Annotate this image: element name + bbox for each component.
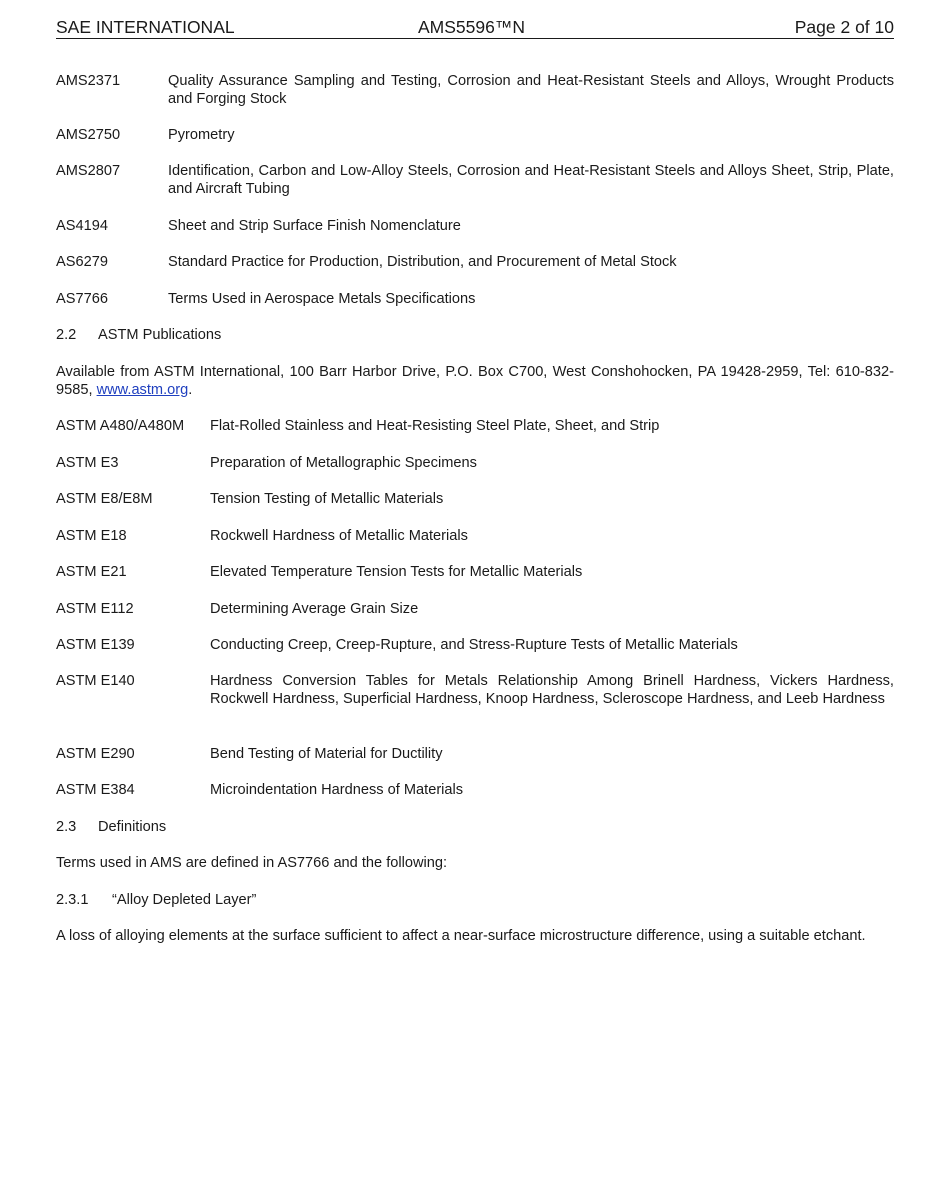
reference-title: Sheet and Strip Surface Finish Nomenclature xyxy=(168,218,461,234)
section-number: 2.3 xyxy=(56,819,77,835)
reference-code: AMS2371 xyxy=(56,73,121,89)
astm-availability-text: Available from ASTM International, 100 Barr Harbor Drive, P.O. Box C700, West Conshohocken, PA 19428-2959, Tel: 610-832-9585, xyxy=(56,364,894,398)
reference-title: Microindentation Hardness of Materials xyxy=(210,782,464,798)
reference-code: ASTM E139 xyxy=(56,637,135,653)
reference-code: ASTM E18 xyxy=(56,528,127,544)
header-publisher: SAE INTERNATIONAL xyxy=(56,17,235,37)
reference-title: Flat-Rolled Stainless and Heat-Resisting Steel Plate, Sheet, and Strip xyxy=(210,418,660,434)
reference-title: Hardness Conversion Tables for Metals Relationship Among Brinell Hardness, Vickers Hardness, Rockwell Hardness, Superficial Hardness, Knoop Hardness, Scleroscope Hardness, and Leeb Hardness xyxy=(210,673,894,707)
page-header xyxy=(56,16,894,39)
section-title: ASTM Publications xyxy=(98,327,222,343)
astm-website-link[interactable]: www.astm.org xyxy=(96,382,189,398)
reference-title: Identification, Carbon and Low-Alloy Steels, Corrosion and Heat-Resistant Steels and Alloys Sheet, Strip, Plate, and Aircraft Tubing xyxy=(168,163,894,197)
reference-title: Rockwell Hardness of Metallic Materials xyxy=(210,528,468,544)
astm-availability-suffix: . xyxy=(188,382,193,398)
reference-code: AS6279 xyxy=(56,254,108,270)
reference-code: ASTM E3 xyxy=(56,455,119,471)
subsection-title: “Alloy Depleted Layer” xyxy=(112,892,257,908)
section-heading-definitions xyxy=(56,818,167,836)
reference-title: Elevated Temperature Tension Tests for Metallic Materials xyxy=(210,564,583,580)
reference-title: Bend Testing of Material for Ductility xyxy=(210,746,443,762)
header-spec-number: AMS5596™N xyxy=(418,17,525,37)
section-heading-astm xyxy=(56,326,222,344)
reference-code: AMS2750 xyxy=(56,127,121,143)
reference-code: ASTM A480/A480M xyxy=(56,418,185,434)
reference-code: ASTM E112 xyxy=(56,601,134,617)
reference-code: ASTM E8/E8M xyxy=(56,491,153,507)
section-number: 2.2 xyxy=(56,327,77,343)
subsection-number: 2.3.1 xyxy=(56,892,89,908)
astm-availability-paragraph xyxy=(56,363,894,399)
reference-code: AMS2807 xyxy=(56,163,121,179)
reference-code: ASTM E140 xyxy=(56,673,135,689)
section-title: Definitions xyxy=(98,819,167,835)
reference-code: ASTM E21 xyxy=(56,564,127,580)
reference-title: Determining Average Grain Size xyxy=(210,601,419,617)
reference-title: Standard Practice for Production, Distribution, and Procurement of Metal Stock xyxy=(168,254,677,270)
reference-title: Pyrometry xyxy=(168,127,235,143)
reference-code: ASTM E384 xyxy=(56,782,135,798)
reference-code: AS7766 xyxy=(56,291,108,307)
reference-title: Terms Used in Aerospace Metals Specifications xyxy=(168,291,476,307)
subsection-heading-alloy-depleted-layer xyxy=(56,891,257,909)
reference-title: Tension Testing of Metallic Materials xyxy=(210,491,444,507)
reference-code: AS4194 xyxy=(56,218,108,234)
reference-title: Conducting Creep, Creep-Rupture, and Stress-Rupture Tests of Metallic Materials xyxy=(210,637,738,653)
header-page-number: Page 2 of 10 xyxy=(794,17,894,37)
reference-title: Quality Assurance Sampling and Testing, Corrosion and Heat-Resistant Steels and Alloys, Wrought Products and Forging Stock xyxy=(168,73,894,107)
definitions-intro-paragraph: Terms used in AMS are defined in AS7766 and the following: xyxy=(56,855,448,871)
alloy-depleted-layer-definition: A loss of alloying elements at the surface sufficient to affect a near-surface microstructure difference, using a suitable etchant. xyxy=(56,928,866,944)
reference-title: Preparation of Metallographic Specimens xyxy=(210,455,477,471)
reference-code: ASTM E290 xyxy=(56,746,135,762)
